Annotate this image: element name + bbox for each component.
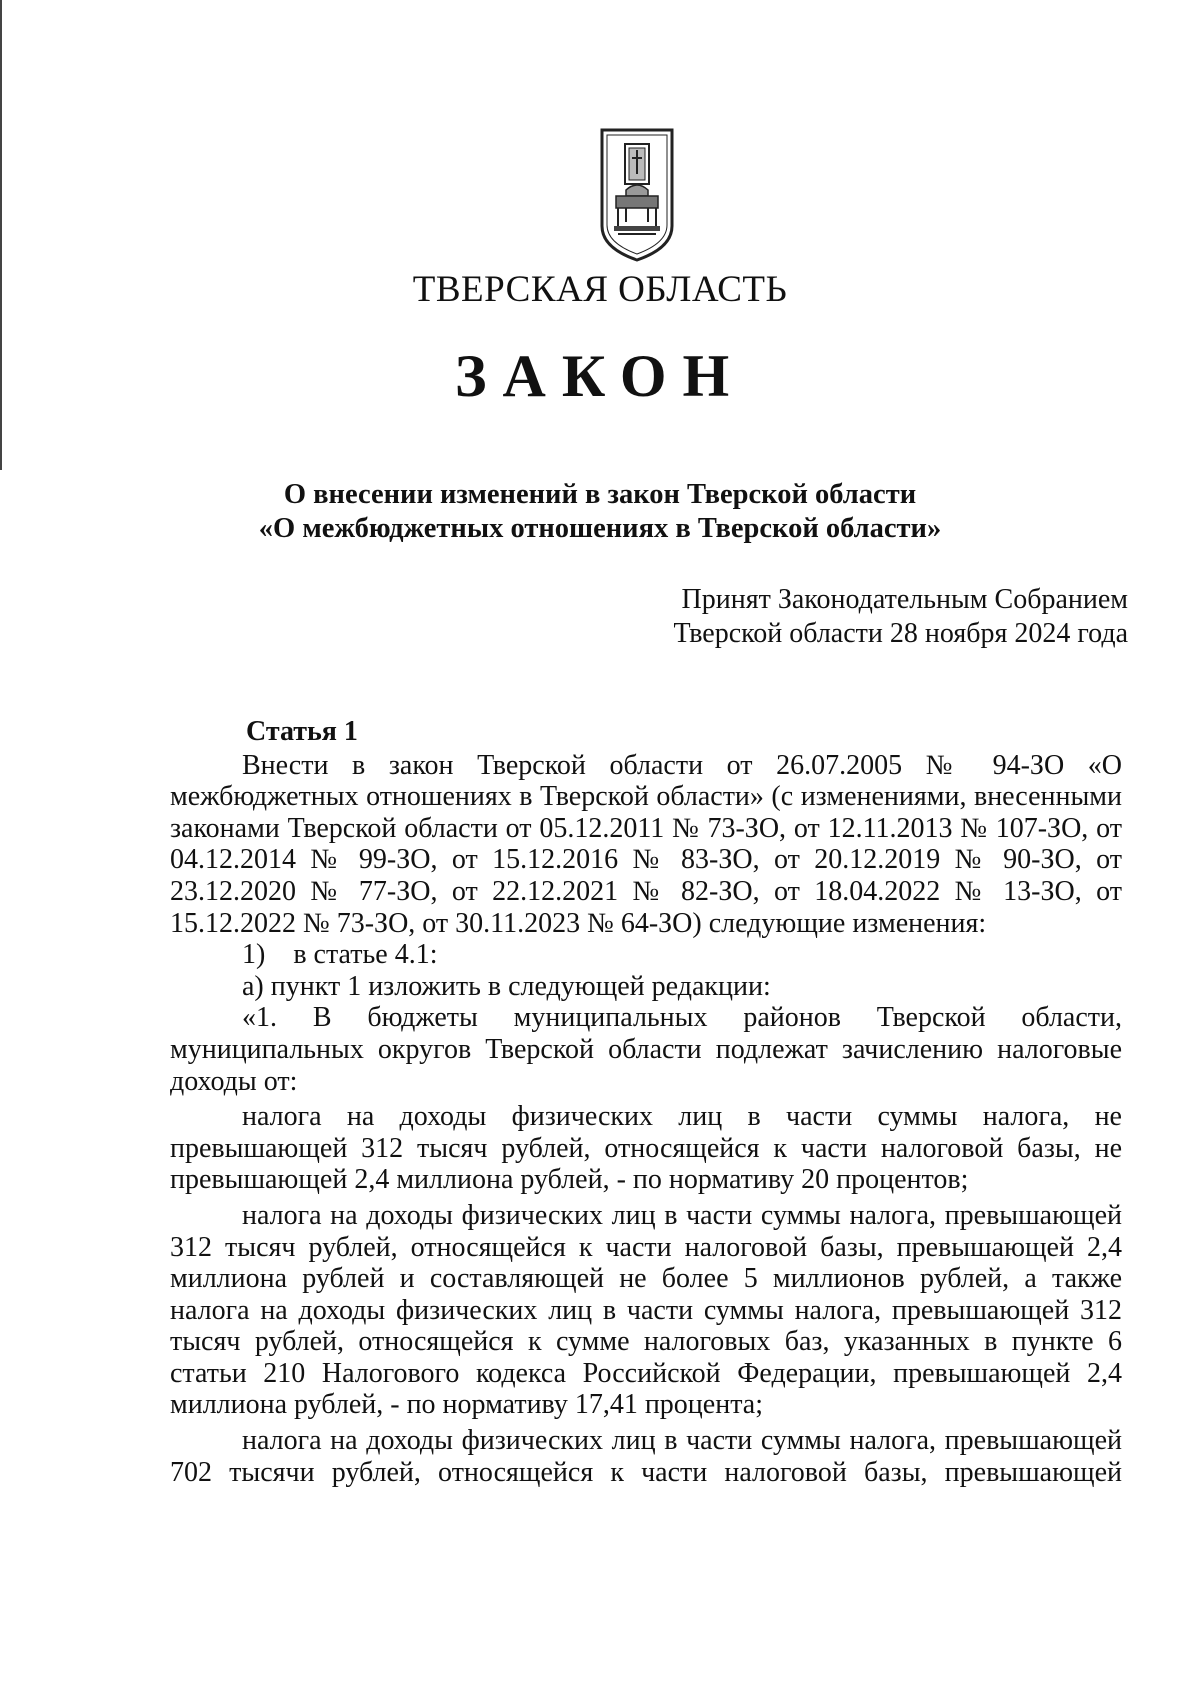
paragraph-rate-20: налога на доходы физических лиц в части суммы налога, не превышающей 312 тысяч рублей, относящейся к части налоговой базы, не превышающей 2,4 миллиона рублей, - по нормативу 20 процентов; <box>170 1101 1122 1196</box>
list-item-a: а) пункт 1 изложить в следующей редакции: <box>242 970 771 1002</box>
law-subject <box>0 478 1200 546</box>
region-name: ТВЕРСКАЯ ОБЛАСТЬ <box>412 269 788 310</box>
adoption-line-2: Тверской области 28 ноября 2024 года <box>673 618 1128 649</box>
document-body <box>170 716 1122 1488</box>
paragraph-rate-702: налога на доходы физических лиц в части суммы налога, превышающей 702 тысячи рублей, относящейся к части налоговой базы, превышающей <box>170 1425 1122 1488</box>
paragraph-clause-1: «1. В бюджеты муниципальных районов Тверской области, муниципальных округов Тверской области подлежат зачислению налоговые доходы от: <box>170 1002 1122 1097</box>
scan-edge-mark <box>0 0 2 470</box>
document-type-title: ЗАКОН <box>454 343 746 409</box>
paragraph-rate-17: налога на доходы физических лиц в части суммы налога, превышающей 312 тысяч рублей, относящейся к части налоговой базы, превышающей 2,4 миллиона рублей и составляющей не более 5 миллионов рублей, а также налога на доходы физических лиц в части суммы налога, превышающей 312 тысяч рублей, относящейся к сумме налоговых баз, указанных в пункте 6 статьи 210 Налогового кодекса Российской Федерации, превышающей 2,4 миллиона рублей, - по нормативу 17,41 процента; <box>170 1199 1122 1421</box>
paragraph-intro: Внести в закон Тверской области от 26.07.2005 № 94-ЗО «О межбюджетных отношениях в Тверской области» (с изменениями, внесенными законами Тверской области от 05.12.2011 № 73-ЗО, от 12.11.2013 № 107-ЗО, от 04.12.2014 № 99-ЗО, от 15.12.2016 № 83-ЗО, от 20.12.2019 № 90-ЗО, от 23.12.2020 № 77-ЗО, от 22.12.2021 № 82-ЗО, от 18.04.2022 № 13-ЗО, от 15.12.2022 № 73-ЗО, от 30.11.2023 № 64-ЗО) следующие изменения: <box>170 749 1122 939</box>
article-heading: Статья 1 <box>246 716 358 747</box>
adoption-line-1: Принят Законодательным Собранием <box>681 584 1128 615</box>
subject-line-2: «О межбюджетных отношениях в Тверской области» <box>258 513 942 544</box>
adoption-note <box>674 583 1129 651</box>
list-item-1: 1) в статье 4.1: <box>242 939 438 971</box>
coat-of-arms-icon <box>598 126 676 262</box>
subject-line-1: О внесении изменений в закон Тверской области <box>283 479 917 510</box>
